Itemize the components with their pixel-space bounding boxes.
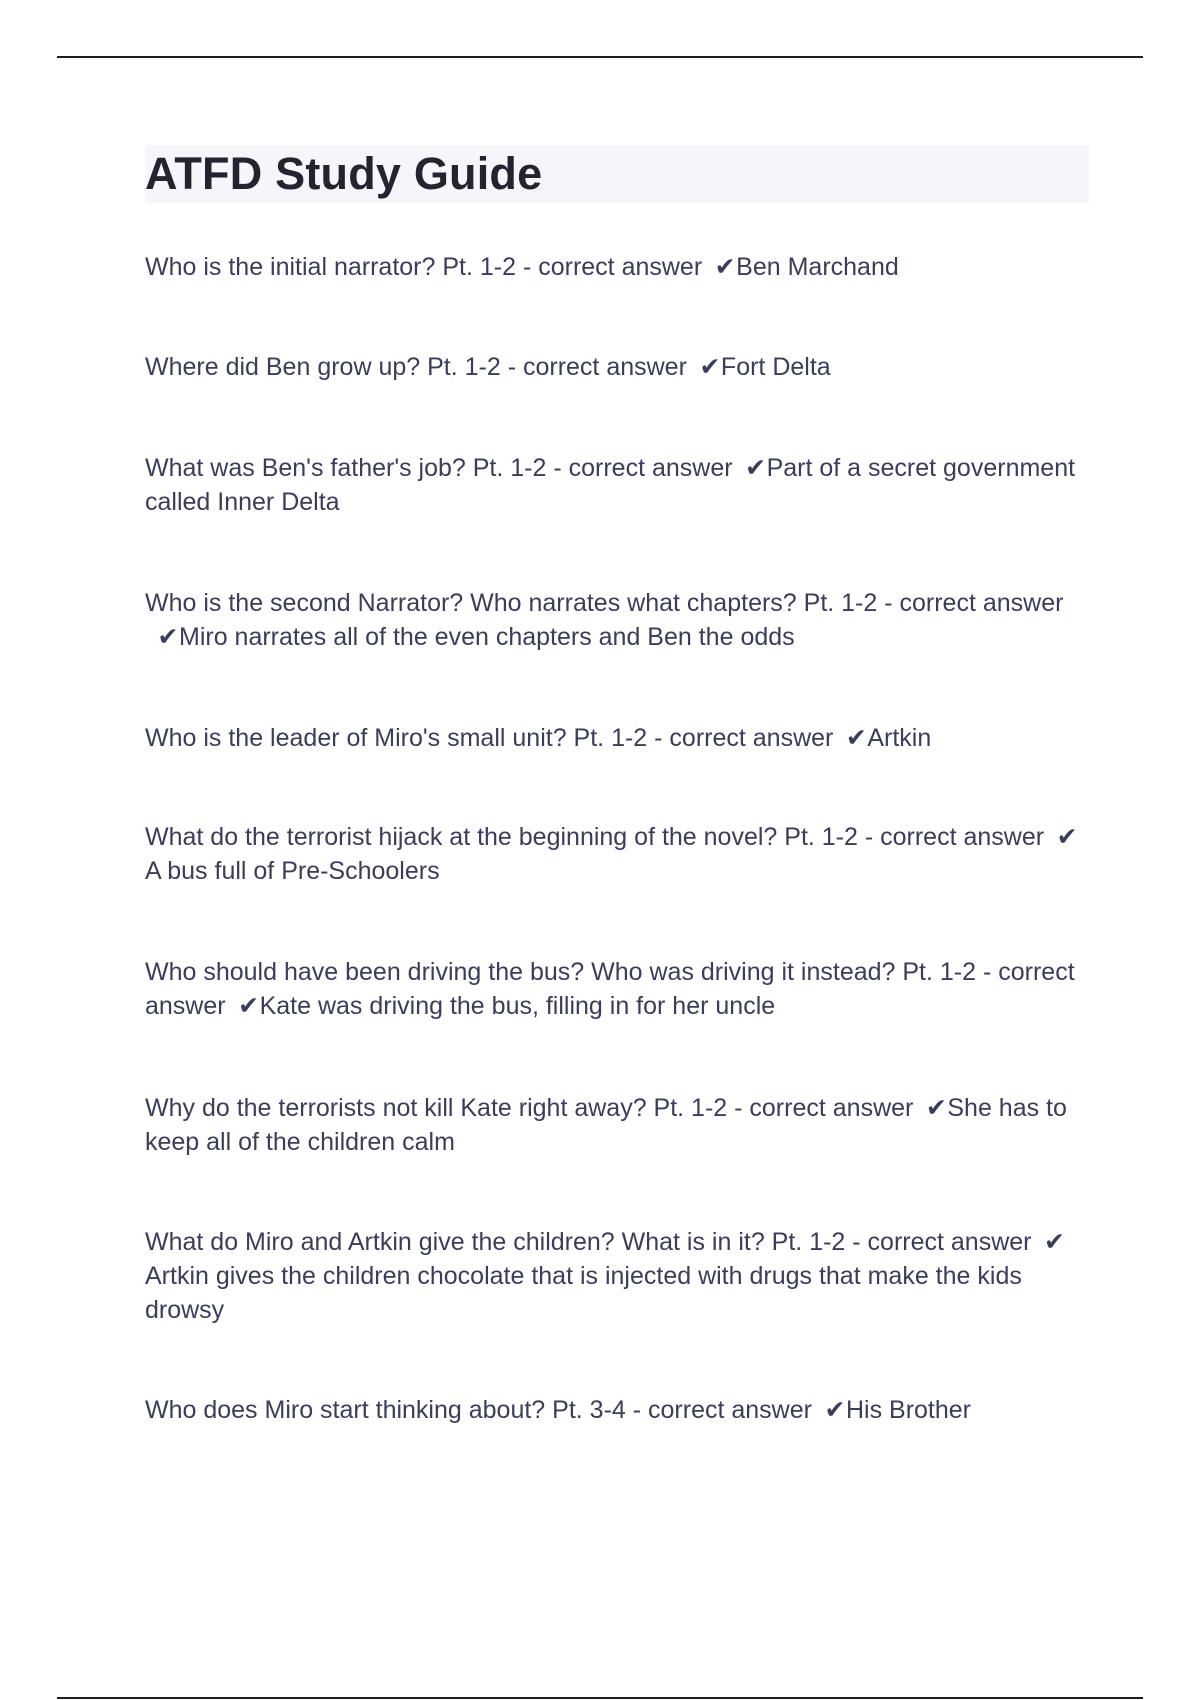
bottom-rule (57, 1697, 1143, 1699)
answer-text: A bus full of Pre-Schoolers (145, 857, 440, 885)
title-banner (145, 145, 1089, 203)
answer-text: She has to keep all of the children calm (145, 1094, 1067, 1156)
question-text: Who does Miro start thinking about? Pt. 3-4 - correct answer (145, 1396, 812, 1424)
qa-item (145, 820, 1090, 888)
question-text: Who should have been driving the bus? Who was driving it instead? Pt. 1-2 - correct answer (145, 958, 1075, 1020)
question-text: Where did Ben grow up? Pt. 1-2 - correct answer (145, 353, 687, 381)
question-text: What do the terrorist hijack at the beginning of the novel? Pt. 1-2 - correct answer (145, 823, 1045, 851)
qa-item (145, 1393, 1090, 1427)
qa-item (145, 451, 1090, 519)
answer-text: Artkin (867, 724, 932, 752)
check-icon: ✔ (745, 454, 767, 482)
qa-item (145, 350, 1090, 384)
check-icon: ✔ (157, 623, 179, 651)
question-text: What do Miro and Artkin give the children? What is in it? Pt. 1-2 - correct answer (145, 1228, 1032, 1256)
answer-text: Part of a secret government called Inner Delta (145, 454, 1076, 516)
check-icon: ✔ (925, 1094, 947, 1122)
check-icon: ✔ (238, 992, 260, 1020)
check-icon: ✔ (1056, 823, 1078, 851)
check-icon: ✔ (699, 353, 721, 381)
qa-item (145, 955, 1090, 1023)
qa-item (145, 1225, 1090, 1327)
check-icon: ✔ (824, 1396, 846, 1424)
question-text: Who is the initial narrator? Pt. 1-2 - correct answer (145, 253, 703, 281)
qa-item (145, 250, 1090, 284)
check-icon: ✔ (714, 253, 736, 281)
question-text: Who is the leader of Miro's small unit? Pt. 1-2 - correct answer (145, 724, 834, 752)
answer-text: Ben Marchand (736, 253, 899, 281)
answer-text: Miro narrates all of the even chapters and Ben the odds (179, 623, 795, 651)
qa-item (145, 586, 1090, 654)
answer-text: His Brother (845, 1396, 972, 1424)
answer-text: Kate was driving the bus, filling in for her uncle (259, 992, 776, 1020)
check-icon: ✔ (845, 724, 867, 752)
page-title: ATFD Study Guide (145, 148, 543, 199)
qa-item (145, 721, 1090, 755)
check-icon: ✔ (1044, 1228, 1065, 1256)
question-text: What was Ben's father's job? Pt. 1-2 - correct answer (145, 454, 733, 482)
top-rule (57, 56, 1143, 58)
qa-item (145, 1091, 1090, 1159)
question-text: Who is the second Narrator? Who narrates what chapters? Pt. 1-2 - correct answer (145, 589, 1064, 617)
answer-text: Artkin gives the children chocolate that is injected with drugs that make the kids drowsy (145, 1262, 1022, 1324)
answer-text: Fort Delta (720, 353, 831, 381)
question-text: Why do the terrorists not kill Kate right away? Pt. 1-2 - correct answer (145, 1094, 914, 1122)
